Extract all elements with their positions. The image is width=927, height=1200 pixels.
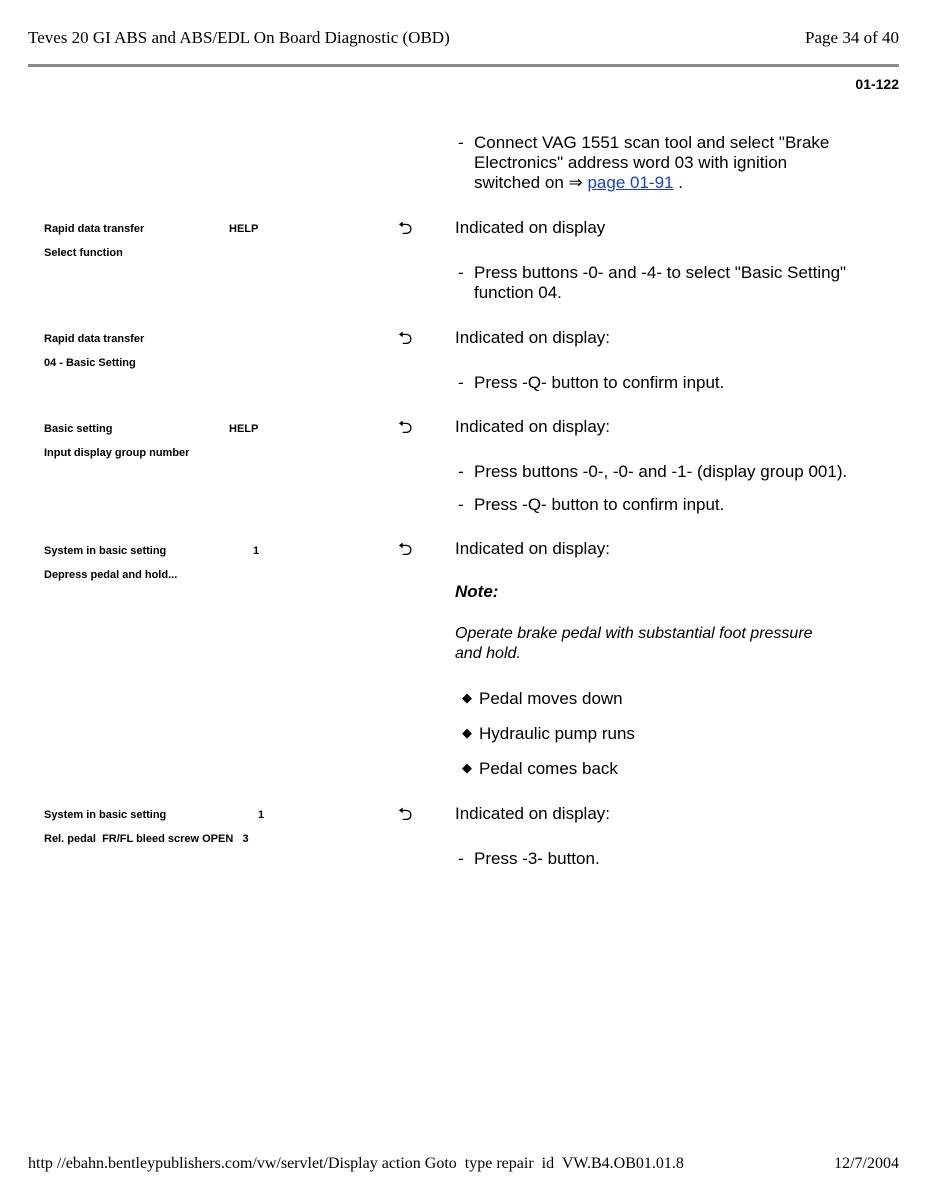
page-01-91-link[interactable]: page 01-91 xyxy=(587,173,674,192)
indicated-label: Indicated on display: xyxy=(455,539,610,558)
list-item xyxy=(462,724,635,744)
footer-date: 12/7/2004 xyxy=(834,1155,899,1172)
diamond-bullet-icon: ◆ xyxy=(462,725,472,740)
intro-line-2: Electronics" address word 03 with ignition xyxy=(474,153,788,172)
footer-url: http //ebahn.bentleypublishers.com/vw/servlet/Display action Goto type repair id VW.B4.OB01.01.8 xyxy=(28,1155,684,1172)
header-divider xyxy=(28,64,899,67)
step-dash: - xyxy=(458,373,464,392)
note-title: Note: xyxy=(455,582,499,601)
list-item-text: Pedal moves down xyxy=(479,689,623,708)
display-line-2: Rel. pedal FR/FL bleed screw OPEN 3 xyxy=(44,833,249,845)
step xyxy=(458,462,847,482)
indicator-arrow-icon: ⮌ xyxy=(398,804,413,824)
step-text: function 04. xyxy=(474,283,562,302)
step-text: Press -Q- button to confirm input. xyxy=(474,495,725,514)
display-line-2: 04 - Basic Setting xyxy=(44,357,136,369)
indicator-arrow-icon: ⮌ xyxy=(398,539,413,559)
intro-step xyxy=(458,133,829,193)
step-text: Press -Q- button to confirm input. xyxy=(474,373,725,392)
indicated-label: Indicated on display: xyxy=(455,328,610,347)
display-line-1: System in basic setting xyxy=(44,545,167,557)
step xyxy=(458,495,724,515)
step-text: Press -3- button. xyxy=(474,849,600,868)
display-value: 1 xyxy=(253,545,260,557)
note-text xyxy=(455,624,875,664)
section-code: 01-122 xyxy=(855,76,899,92)
step-text: Press buttons -0-, -0- and -1- (display group 001). xyxy=(474,462,848,481)
display-value: 1 xyxy=(258,809,265,821)
display-line-1: Rapid data transfer xyxy=(44,223,145,235)
indicated-label: Indicated on display: xyxy=(455,417,610,436)
step-dash: - xyxy=(458,462,464,481)
display-line-1: Basic setting xyxy=(44,423,113,435)
intro-line-3-end: . xyxy=(673,173,683,192)
display-line-2: Input display group number xyxy=(44,447,190,459)
page-number: Page 34 of 40 xyxy=(805,28,899,47)
display-line-1: System in basic setting xyxy=(44,809,167,821)
indicator-arrow-icon: ⮌ xyxy=(398,417,413,437)
diamond-bullet-icon: ◆ xyxy=(462,690,472,705)
step-dash: - xyxy=(458,263,464,282)
note-line: Operate brake pedal with substantial foot pressure xyxy=(455,625,813,642)
step-dash: - xyxy=(458,133,464,152)
note-line: and hold. xyxy=(455,645,521,662)
step xyxy=(458,373,724,393)
step xyxy=(458,849,600,869)
indicated-label: Indicated on display: xyxy=(455,804,610,823)
display-help: HELP xyxy=(229,223,259,235)
display-line-1: Rapid data transfer xyxy=(44,333,145,345)
document-title: Teves 20 GI ABS and ABS/EDL On Board Diagnostic (OBD) xyxy=(28,28,450,47)
list-item-text: Pedal comes back xyxy=(479,759,618,778)
list-item-text: Hydraulic pump runs xyxy=(479,724,635,743)
intro-line-3 xyxy=(474,173,829,193)
display-line-2: Select function xyxy=(44,247,123,259)
step-text: Press buttons -0- and -4- to select "Basic Setting" xyxy=(474,263,847,282)
step-dash: - xyxy=(458,849,464,868)
indicated-label: Indicated on display xyxy=(455,218,606,237)
display-help: HELP xyxy=(229,423,259,435)
step-dash: - xyxy=(458,495,464,514)
indicator-arrow-icon: ⮌ xyxy=(398,328,413,348)
step xyxy=(458,263,846,303)
indicator-arrow-icon: ⮌ xyxy=(398,218,413,238)
list-item xyxy=(462,759,618,779)
intro-line-3-text: switched on ⇒ xyxy=(474,173,588,192)
intro-line-1: Connect VAG 1551 scan tool and select "Brake xyxy=(474,133,830,152)
diamond-bullet-icon: ◆ xyxy=(462,760,472,775)
display-line-2: Depress pedal and hold... xyxy=(44,569,178,581)
list-item xyxy=(462,689,623,709)
